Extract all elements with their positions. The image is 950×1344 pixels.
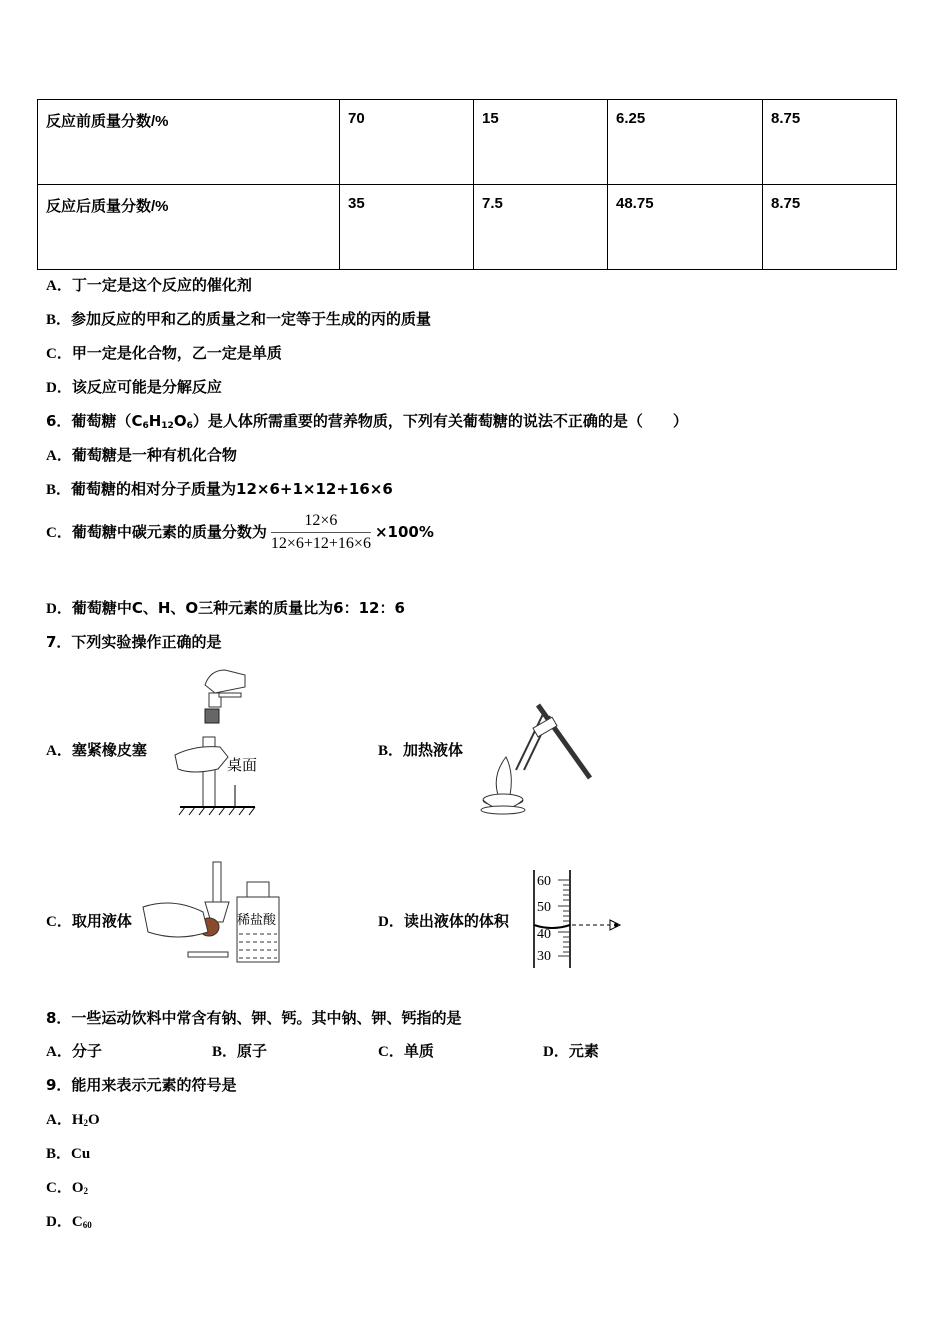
q9-option-b: B．Cu: [46, 1146, 91, 1162]
table-row: [38, 100, 897, 185]
svg-text:60: 60: [537, 874, 551, 889]
q6-stem: 6．葡萄糖$(C_6H_{12}O_6)$是人体所需重要的营养物质，下列有关葡萄糖的说法不正确的是（ ）: [46, 412, 688, 431]
q6-option-a: A．葡萄糖是一种有机化合物: [46, 446, 237, 464]
table-cell: 8.75: [763, 185, 897, 270]
svg-text:30: 30: [537, 949, 551, 964]
mass-fraction-formula: $\frac{12\times 6}{12\times 6+12+16\times 6}$: [270, 512, 371, 552]
take-liquid-figure: [143, 852, 283, 967]
heating-liquid-figure: [478, 700, 598, 818]
q9-option-d: D．$C_{60}$: [46, 1214, 92, 1230]
q7-stem: 7．下列实验操作正确的是: [46, 633, 222, 651]
table-cell: 8.75: [763, 100, 897, 185]
svg-text:40: 40: [537, 927, 551, 942]
q7-option-d: D．读出液体的体积: [378, 912, 509, 930]
q8-option-d: D．元素: [543, 1042, 599, 1060]
q9-stem: 9．能用来表示元素的符号是: [46, 1076, 237, 1094]
q5-option-d: D．该反应可能是分解反应: [46, 378, 222, 396]
table-cell: 7.5: [474, 185, 608, 270]
svg-text:桌面: 桌面: [227, 756, 258, 774]
row-label: 反应前质量分数/%: [38, 100, 340, 185]
q5-option-c: C．甲一定是化合物，乙一定是单质: [46, 344, 282, 362]
table-cell: 15: [474, 100, 608, 185]
table-cell: 6.25: [608, 100, 763, 185]
q9-option-c: C．$O_2$: [46, 1180, 89, 1196]
row-label: 反应后质量分数/%: [38, 185, 340, 270]
q6-option-c: C．葡萄糖中碳元素的质量分数为 $\frac{12\times 6}{12\times 6+12+16\times 6}$ ×100%: [46, 512, 434, 552]
svg-text:稀盐酸: 稀盐酸: [237, 913, 277, 928]
read-volume-figure: [530, 868, 630, 970]
q7-option-b: B．加热液体: [378, 741, 464, 759]
q7-option-a: A．塞紧橡皮塞: [46, 741, 147, 759]
q6-option-d: D．葡萄糖中C、H、O三种元素的质量比为6：12：6: [46, 599, 405, 617]
table-cell: 35: [340, 185, 474, 270]
table-row: [38, 185, 897, 270]
q8-option-c: C．单质: [378, 1042, 434, 1060]
table-cell: 70: [340, 100, 474, 185]
table-cell: 48.75: [608, 185, 763, 270]
q8-option-a: A．分子: [46, 1042, 102, 1060]
q8-option-b: B．原子: [212, 1042, 268, 1060]
q5-option-a: A．丁一定是这个反应的催化剂: [46, 276, 252, 294]
insert-stopper-figure: [175, 665, 265, 815]
q9-option-a: A．$H_2O$: [46, 1112, 100, 1128]
q6-option-b: B．葡萄糖的相对分子质量为12×6+1×12+16×6: [46, 480, 393, 498]
q7-option-c: C．取用液体: [46, 912, 132, 930]
q5-option-b: B．参加反应的甲和乙的质量之和一定等于生成的丙的质量: [46, 310, 432, 328]
svg-text:50: 50: [537, 900, 551, 915]
mass-fraction-table: [37, 99, 897, 270]
q8-stem: 8．一些运动饮料中常含有钠、钾、钙。其中钠、钾、钙指的是: [46, 1009, 462, 1027]
